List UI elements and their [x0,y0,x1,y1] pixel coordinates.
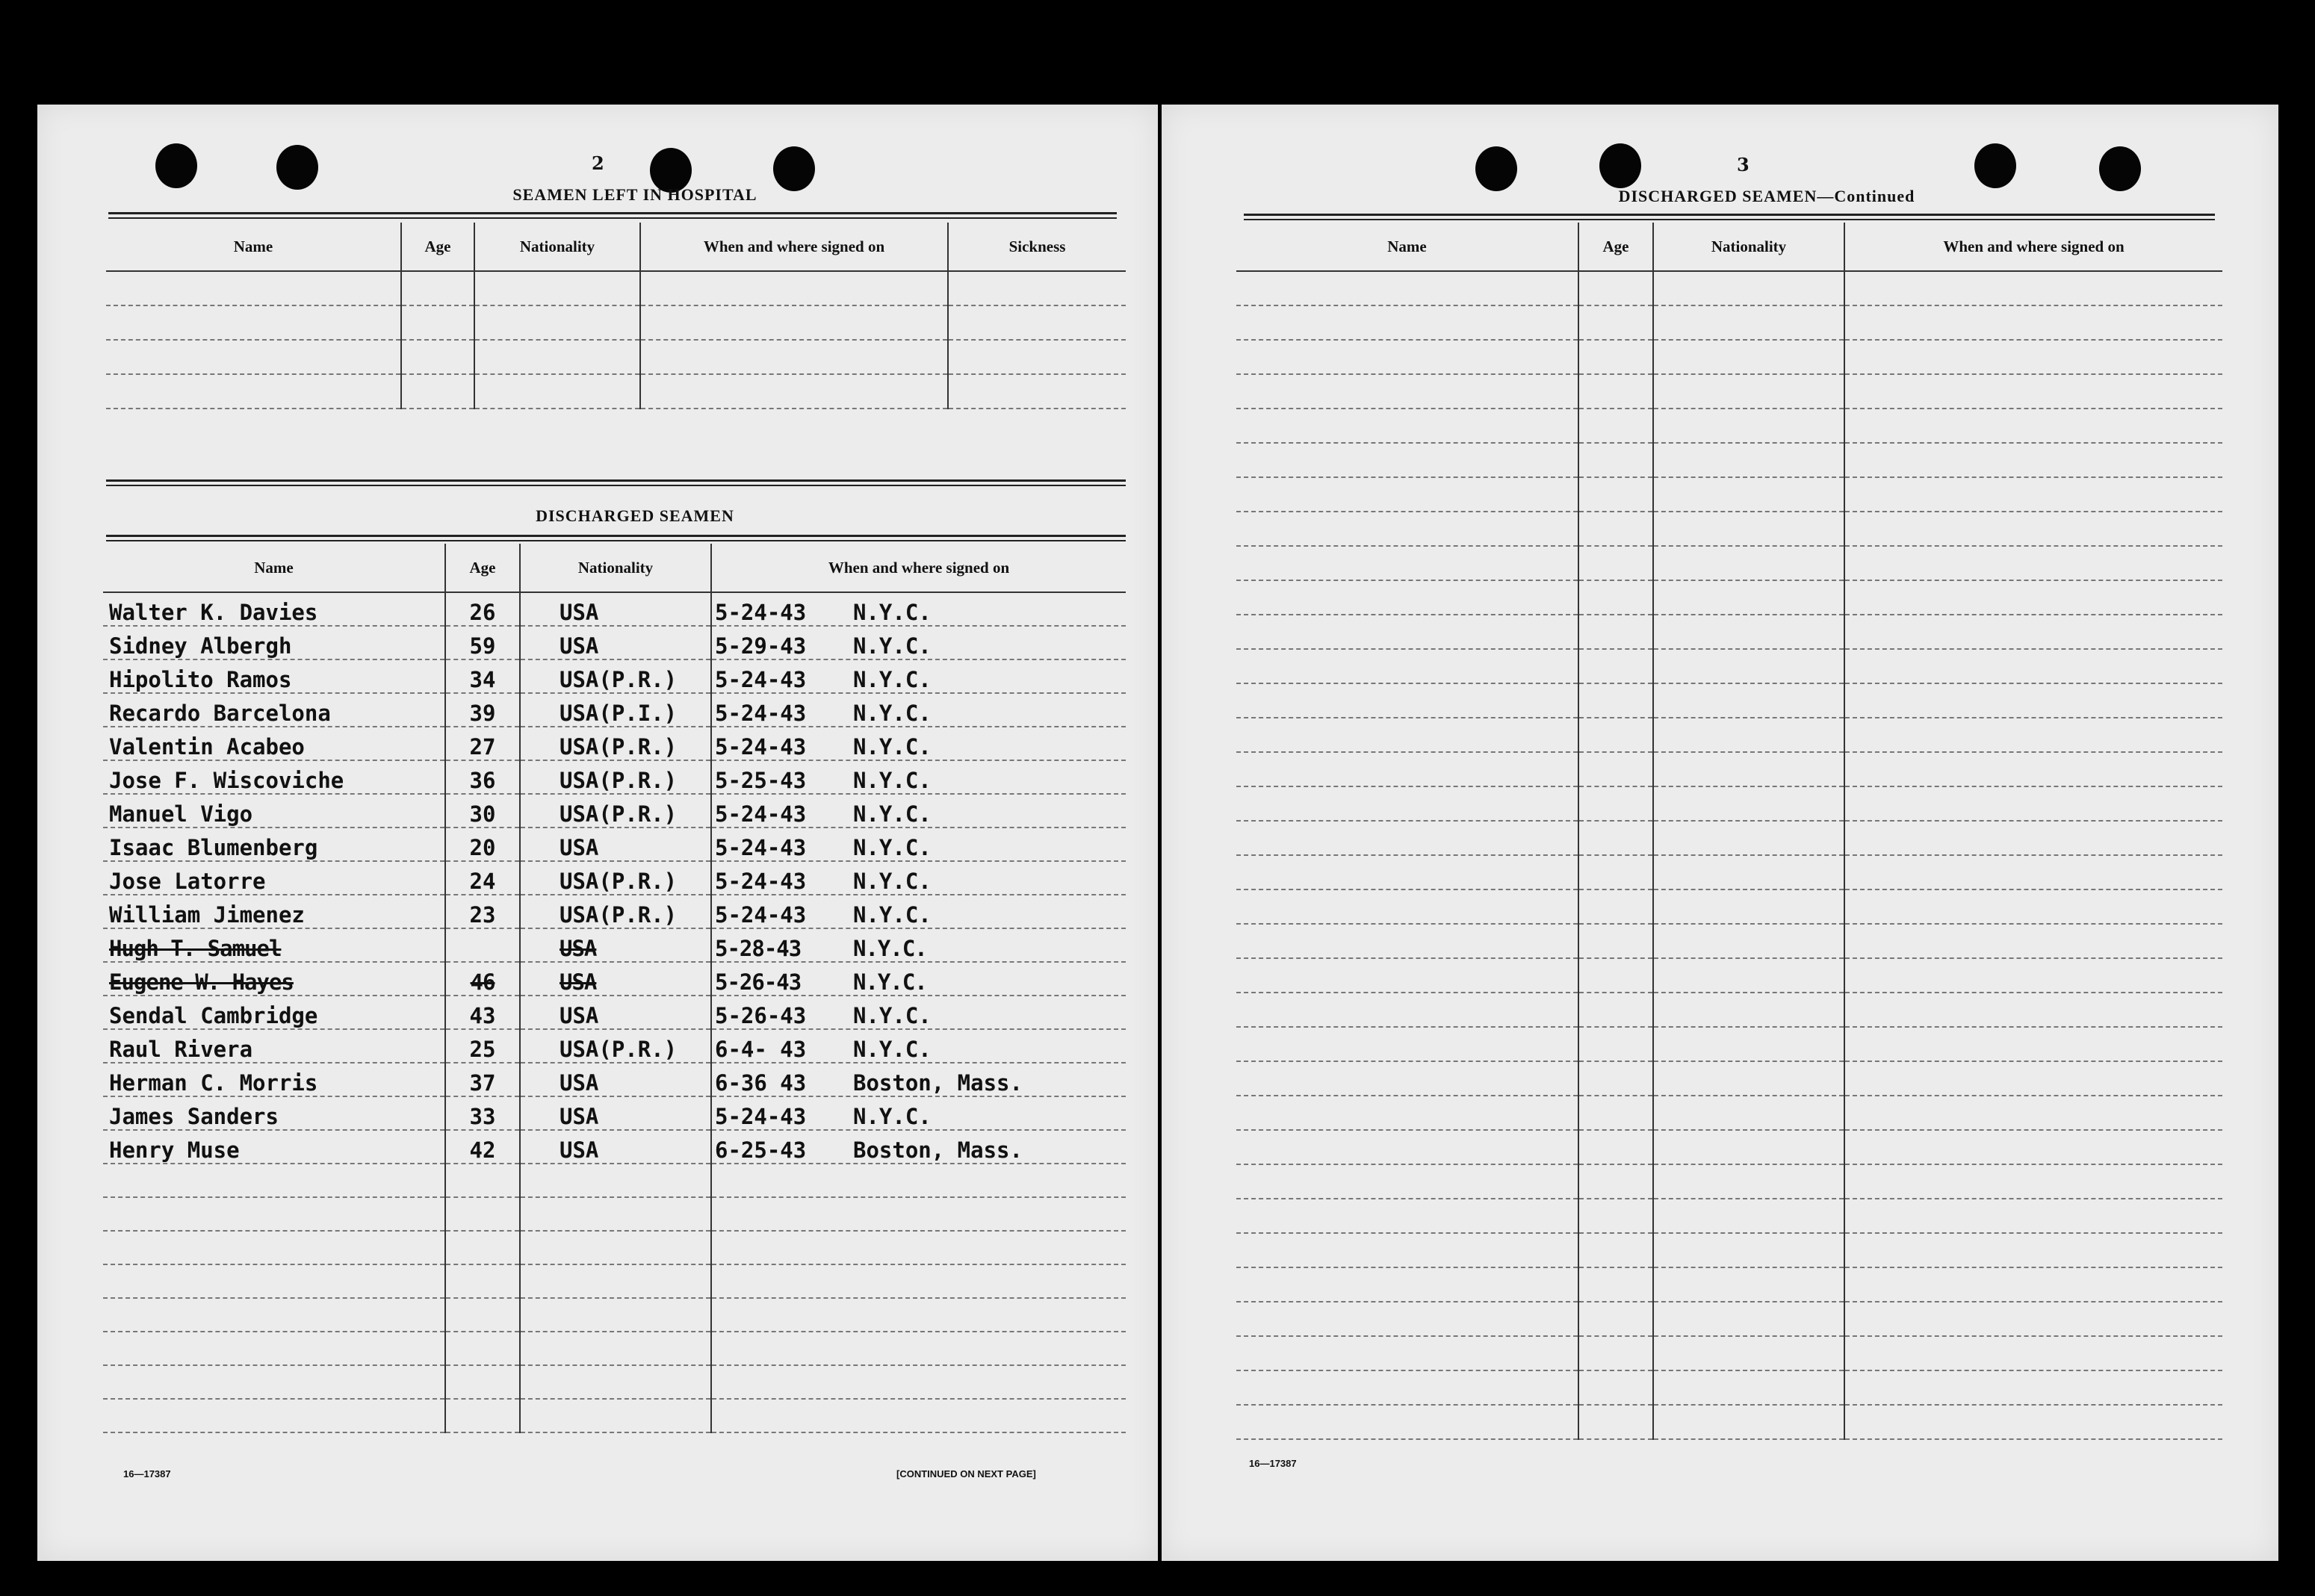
signed-on-place: N.Y.C. [853,701,932,726]
seaman-age: 27 [445,727,520,760]
seaman-name: Hugh T. Samuel [103,928,445,962]
seaman-age: 25 [445,1029,520,1063]
signed-on-place: N.Y.C. [853,600,932,625]
signed-on [711,794,1126,828]
table-row [103,1231,1126,1264]
discharged-table [103,544,1126,1433]
seaman-nationality: USA [520,1130,711,1164]
table-row [1236,1199,2222,1233]
seaman-name: Recardo Barcelona [103,693,445,727]
table-row [103,727,1126,760]
table-row [1236,580,2222,615]
signed-on-date: 5-24-43 [715,902,807,928]
table-row [1236,409,2222,443]
discharged-heading: DISCHARGED SEAMEN [536,506,734,525]
seaman-name: Sidney Albergh [103,626,445,659]
seaman-nationality: USA [520,996,711,1029]
table-row [103,861,1126,895]
double-rule [1244,214,2215,220]
table-row [103,1130,1126,1164]
signed-on-place: N.Y.C. [853,1003,932,1028]
col-age: Age [1578,223,1653,271]
punch-hole [2099,146,2141,191]
col-nationality: Nationality [474,223,640,271]
table-row [1236,1164,2222,1199]
seaman-age: 23 [445,895,520,928]
seaman-age: 37 [445,1063,520,1096]
form-code: 16—17387 [123,1468,171,1479]
table-row [1236,1061,2222,1096]
table-row [103,693,1126,727]
table-row [103,592,1126,626]
hospital-table [106,223,1126,409]
page-number: 3 [1737,154,1750,176]
seaman-nationality: USA [520,928,711,962]
punch-hole [1974,143,2016,188]
table-row [103,1096,1126,1130]
seaman-age: 43 [445,996,520,1029]
seaman-age [445,928,520,962]
seaman-name: Sendal Cambridge [103,996,445,1029]
signed-on-date: 6-25-43 [715,1137,807,1163]
form-code: 16—17387 [1249,1458,1297,1469]
table-row [1236,1336,2222,1370]
signed-on-place: N.Y.C. [853,801,932,827]
table-row [1236,752,2222,786]
table-row [1236,924,2222,958]
seaman-nationality: USA(P.R.) [520,1029,711,1063]
signed-on-date: 5-25-43 [715,768,807,793]
table-row [103,895,1126,928]
table-row [1236,340,2222,374]
right-header-row [1236,223,2222,271]
signed-on [711,727,1126,760]
signed-on-date: 5-28-43 [715,936,802,961]
signed-on-date: 5-24-43 [715,734,807,760]
signed-on [711,928,1126,962]
signed-on [711,626,1126,659]
col-name: Name [103,544,445,592]
signed-on-place: N.Y.C. [853,902,932,928]
signed-on-date: 5-26-43 [715,969,802,995]
table-row [1236,1267,2222,1302]
table-row [1236,374,2222,409]
table-row [1236,649,2222,683]
signed-on-place: N.Y.C. [853,969,927,995]
table-row [1236,993,2222,1027]
seaman-age: 24 [445,861,520,895]
signed-on-place: N.Y.C. [853,633,932,659]
table-row [103,1399,1126,1432]
seaman-name: James Sanders [103,1096,445,1130]
signed-on-place: N.Y.C. [853,1037,932,1062]
signed-on [711,693,1126,727]
table-row [1236,512,2222,546]
hospital-header-row [106,223,1126,271]
seaman-name: Valentin Acabeo [103,727,445,760]
signed-on-date: 5-24-43 [715,1104,807,1129]
table-row [1236,1233,2222,1267]
left-page [37,105,1158,1561]
signed-on-date: 6-4- 43 [715,1037,807,1062]
table-row [106,340,1126,374]
table-row [1236,1096,2222,1130]
signed-on-date: 5-24-43 [715,801,807,827]
signed-on-date: 5-24-43 [715,869,807,894]
discharged-continued-table [1236,223,2222,1440]
table-row [103,760,1126,794]
discharged-header-row [103,544,1126,592]
signed-on-date: 5-24-43 [715,701,807,726]
table-row [1236,889,2222,924]
seaman-name: Raul Rivera [103,1029,445,1063]
signed-on [711,1096,1126,1130]
hospital-heading: SEAMEN LEFT IN HOSPITAL [512,185,757,204]
seaman-nationality: USA [520,828,711,861]
signed-on [711,861,1126,895]
table-row [103,1264,1126,1298]
col-signed-on: When and where signed on [1844,223,2222,271]
signed-on-date: 5-24-43 [715,835,807,860]
seaman-nationality: USA(P.R.) [520,861,711,895]
punch-hole [773,146,815,191]
seaman-age: 46 [445,962,520,996]
seaman-nationality: USA(P.R.) [520,659,711,693]
table-row [1236,1405,2222,1439]
table-row [103,794,1126,828]
signed-on [711,828,1126,861]
signed-on-place: Boston, Mass. [853,1070,1023,1096]
seaman-nationality: USA(P.R.) [520,727,711,760]
table-row [103,1063,1126,1096]
table-row [1236,821,2222,855]
seaman-nationality: USA(P.R.) [520,760,711,794]
signed-on-date: 5-29-43 [715,633,807,659]
signed-on-place: N.Y.C. [853,768,932,793]
punch-hole [1475,146,1517,191]
table-row [103,1197,1126,1231]
table-row [106,374,1126,409]
signed-on [711,996,1126,1029]
signed-on [711,962,1126,996]
signed-on [711,895,1126,928]
seaman-nationality: USA(P.R.) [520,895,711,928]
seaman-name: Eugene W. Hayes [103,962,445,996]
signed-on-date: 5-24-43 [715,600,807,625]
col-age: Age [401,223,474,271]
seaman-nationality: USA [520,626,711,659]
table-row [103,962,1126,996]
table-row [1236,1302,2222,1336]
table-row [1236,546,2222,580]
table-row [103,996,1126,1029]
signed-on-place: Boston, Mass. [853,1137,1023,1163]
seaman-age: 36 [445,760,520,794]
seaman-name: Manuel Vigo [103,794,445,828]
table-row [1236,477,2222,512]
punch-hole [155,143,197,188]
seaman-name: Hipolito Ramos [103,659,445,693]
signed-on-date: 6-36 43 [715,1070,807,1096]
table-row [1236,718,2222,752]
page-number: 2 [592,152,604,174]
table-row [103,928,1126,962]
punch-hole [276,145,318,190]
continued-note: [CONTINUED ON NEXT PAGE] [896,1468,1036,1479]
col-signed-on: When and where signed on [640,223,948,271]
signed-on [711,760,1126,794]
table-row [103,659,1126,693]
col-signed-on: When and where signed on [711,544,1126,592]
table-row [1236,786,2222,821]
table-row [103,828,1126,861]
table-row [103,1298,1126,1332]
table-row [1236,683,2222,718]
col-name: Name [1236,223,1578,271]
col-sickness: Sickness [948,223,1126,271]
table-row [1236,1130,2222,1164]
seaman-name: Isaac Blumenberg [103,828,445,861]
table-row [1236,1370,2222,1405]
table-row [1236,305,2222,340]
table-row [103,1164,1126,1197]
seaman-nationality: USA(P.R.) [520,794,711,828]
signed-on [711,659,1126,693]
table-row [1236,958,2222,993]
table-row [106,271,1126,305]
seaman-name: William Jimenez [103,895,445,928]
seaman-age: 34 [445,659,520,693]
signed-on-date: 5-26-43 [715,1003,807,1028]
seaman-name: Walter K. Davies [103,592,445,626]
double-rule [106,479,1126,486]
seaman-nationality: USA [520,1096,711,1130]
signed-on [711,1063,1126,1096]
table-row [1236,1027,2222,1061]
signed-on-place: N.Y.C. [853,1104,932,1129]
double-rule [106,535,1126,541]
seaman-nationality: USA [520,962,711,996]
col-age: Age [445,544,520,592]
table-row [106,305,1126,340]
table-row [1236,443,2222,477]
seaman-name: Jose F. Wiscoviche [103,760,445,794]
seaman-age: 42 [445,1130,520,1164]
discharged-continued-heading: DISCHARGED SEAMEN—Continued [1618,187,1915,205]
signed-on-date: 5-24-43 [715,667,807,692]
table-row [103,1029,1126,1063]
table-row [103,626,1126,659]
seaman-name: Henry Muse [103,1130,445,1164]
signed-on-place: N.Y.C. [853,869,932,894]
signed-on-place: N.Y.C. [853,667,932,692]
table-row [1236,271,2222,305]
seaman-age: 30 [445,794,520,828]
seaman-name: Herman C. Morris [103,1063,445,1096]
seaman-age: 26 [445,592,520,626]
right-page [1162,105,2278,1561]
signed-on [711,592,1126,626]
seaman-age: 59 [445,626,520,659]
double-rule [108,212,1117,219]
signed-on-place: N.Y.C. [853,734,932,760]
seaman-nationality: USA [520,592,711,626]
signed-on [711,1130,1126,1164]
signed-on-place: N.Y.C. [853,936,927,961]
seaman-name: Jose Latorre [103,861,445,895]
signed-on [711,1029,1126,1063]
punch-hole [1599,143,1641,188]
table-row [103,1365,1126,1399]
table-row [1236,855,2222,889]
col-name: Name [106,223,401,271]
seaman-nationality: USA [520,1063,711,1096]
signed-on-place: N.Y.C. [853,835,932,860]
col-nationality: Nationality [1653,223,1844,271]
seaman-nationality: USA(P.I.) [520,693,711,727]
table-row [1236,615,2222,649]
seaman-age: 33 [445,1096,520,1130]
seaman-age: 20 [445,828,520,861]
table-row [103,1332,1126,1365]
col-nationality: Nationality [520,544,711,592]
seaman-age: 39 [445,693,520,727]
